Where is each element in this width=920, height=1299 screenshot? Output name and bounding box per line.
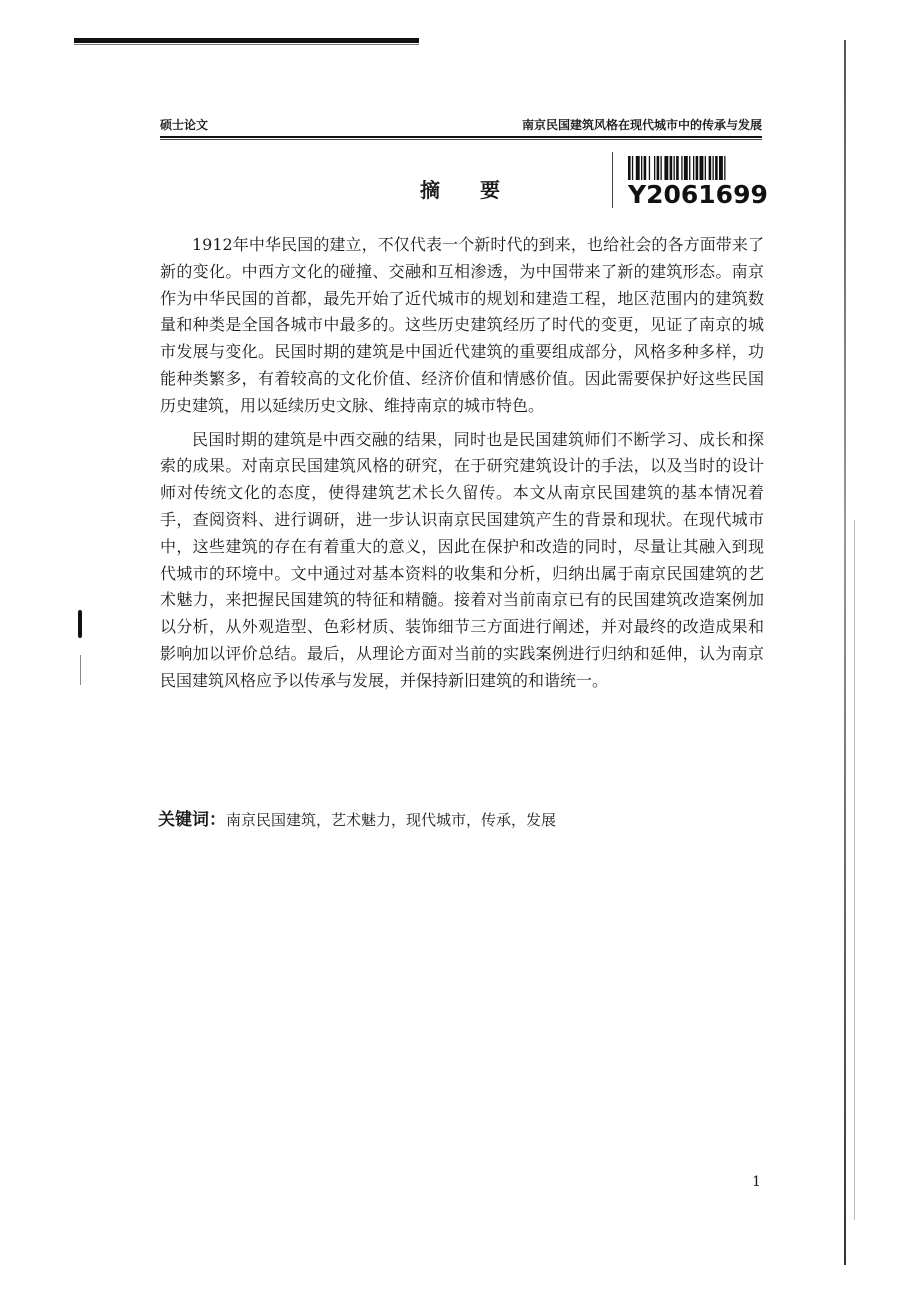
barcode-stripe — [670, 156, 673, 180]
barcode-frame — [612, 152, 613, 208]
barcode-stripe — [641, 156, 642, 180]
barcode-stripe — [713, 156, 714, 180]
barcode-stripe — [628, 156, 631, 180]
abstract-paragraph-2: 民国时期的建筑是中西交融的结果，同时也是民国建筑师们不断学习、成长和探索的成果。对南京民国建筑风格的研究，在于研究建筑设计的手法，以及当时的设计师对传统文化的态度，使得建筑艺术长久留传。本文从南京民国建筑的基本情况着手，查阅资料、进行调研，进一步认识南京民国建筑产生的背景和现状。在现代城市中，这些建筑的存在有着重大的意义，因此在保护和改造的同时，尽量让其融入到现代城市的环境中。文中通过对基本资料的收集和分析，归纳出属于南京民国建筑的艺术魅力，来把握民国建筑的特征和精髓。接着对当前南京已有的民国建筑改造案例加以分析，从外观造型、色彩材质、装饰细节三方面进行阐述，并对最终的改造成果和影响加以评价总结。最后，从理论方面对当前的实践案例进行归纳和延伸，认为南京民国建筑风格应予以传承与发展，并保持新旧建筑的和谐统一。 — [160, 429, 764, 690]
barcode-stripe — [644, 156, 647, 180]
barcode-stripe — [649, 156, 650, 180]
keywords-line — [158, 805, 762, 830]
header-rule — [160, 136, 762, 138]
header-thesis-title: 南京民国建筑风格在现代城市中的传承与发展 — [521, 118, 762, 132]
barcode-stripe — [709, 156, 712, 180]
barcode-stripe — [719, 156, 723, 180]
barcode-stripe — [700, 156, 704, 180]
barcode-stripe — [661, 156, 662, 180]
scan-artifact-left-line — [80, 655, 81, 685]
barcode-stripe — [632, 156, 633, 180]
keywords-text: 南京民国建筑，艺术魅力，现代城市，传承，发展 — [226, 811, 557, 829]
scan-artifact-top-bar — [74, 38, 419, 43]
header-degree-label: 硕士论文 — [160, 118, 209, 132]
barcode-stripe — [664, 156, 668, 180]
scan-artifact-right-edge — [844, 40, 846, 1265]
barcode-stripe — [681, 156, 682, 180]
barcode-stripe — [657, 156, 660, 180]
library-barcode — [612, 152, 768, 212]
barcode-number: Y2061699 — [628, 180, 768, 209]
barcode-stripe — [705, 156, 706, 180]
header-rule-thin — [160, 139, 762, 140]
abstract-paragraph-1: 1912年中华民国的建立，不仅代表一个新时代的到来，也给社会的各方面带来了新的变化。中西方文化的碰撞、交融和互相渗透，为中国带来了新的建筑形态。南京作为中华民国的首都，最先开始了近代城市的规划和建造工程，地区范围内的建筑数量和种类是全国各城市中最多的。这些历史建筑经历了时代的变更，见证了南京的城市发展与变化。民国时期的建筑是中国近代建筑的重要组成部分，风格多种多样，功能种类繁多，有着较高的文化价值、经济价值和情感价值。因此需要保护好这些民国历史建筑，用以延续历史文脉、维持南京的城市特色。 — [160, 235, 764, 415]
barcode-stripe — [689, 156, 690, 180]
barcode-stripe — [715, 156, 718, 180]
barcode-stripe — [693, 156, 694, 180]
abstract-body — [160, 232, 764, 695]
barcode-stripe — [674, 156, 675, 180]
barcode-stripe — [684, 156, 688, 180]
scan-artifact-right-edge-faint — [854, 520, 855, 1220]
scan-artifact-left-mark — [78, 610, 82, 638]
barcode-stripe — [636, 156, 640, 180]
barcode-stripe — [654, 156, 655, 180]
keywords-label: 关键词： — [158, 810, 226, 830]
running-header — [160, 112, 762, 134]
barcode-stripe — [676, 156, 679, 180]
barcode-stripe — [724, 156, 725, 180]
barcode-stripe — [696, 156, 699, 180]
scan-artifact-top-line — [74, 44, 419, 45]
page-number: 1 — [752, 1174, 761, 1190]
barcode-bars — [628, 156, 760, 180]
abstract-title: 摘要 — [420, 178, 540, 202]
